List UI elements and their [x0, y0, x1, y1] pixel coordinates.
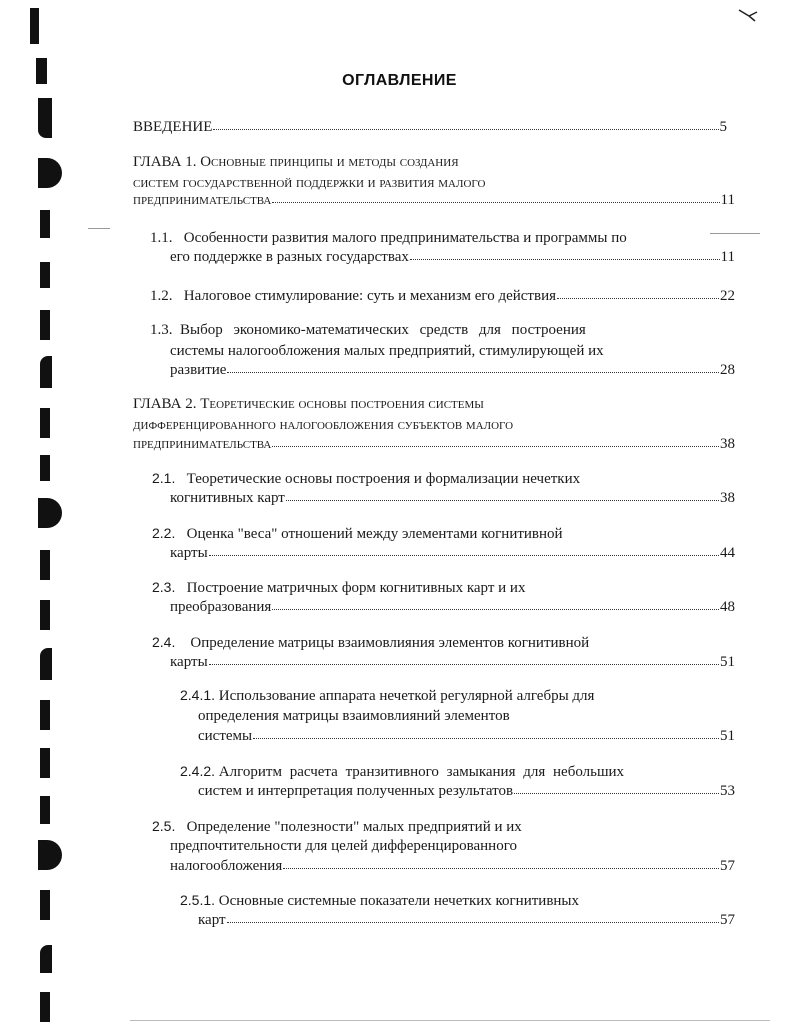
chapter-title: предпринимательства	[133, 192, 272, 208]
section-title: карт	[198, 912, 226, 928]
toc-entry-1-3-line3	[170, 360, 735, 380]
toc-entry-2-1-line2	[170, 488, 735, 508]
section-title: определения матрицы взаимовлияний элементов	[198, 708, 510, 724]
leader-dots	[557, 285, 719, 299]
section-number: 2.3.	[152, 579, 176, 595]
section-number: 1.2.	[150, 288, 173, 304]
toc-entry-2-4-line2	[170, 652, 735, 672]
section-title: Основные системные показатели нечетких когнитивных	[218, 893, 580, 909]
leader-dots	[272, 596, 719, 610]
toc-entry-2-4-1-line3	[198, 726, 735, 746]
toc-entry-intro	[133, 117, 727, 137]
page-number: 51	[720, 728, 735, 744]
leader-dots	[286, 487, 719, 501]
section-title: систем и интерпретация полученных результатов	[198, 783, 514, 799]
section-number: 2.4.	[152, 634, 176, 650]
page-number: 57	[720, 912, 735, 928]
section-title: Теоретические основы построения и формализации нечетких	[186, 471, 581, 487]
toc-entry-2-5-1-line2	[198, 910, 735, 930]
chapter-title: систем государственной поддержки и развития малого	[133, 175, 486, 191]
toc-entry-2-4-1-line2	[198, 706, 735, 726]
section-number: 1.3.	[150, 322, 173, 338]
leader-dots	[253, 725, 719, 739]
section-number: 2.5.1.	[180, 892, 216, 908]
section-title: карты	[170, 654, 208, 670]
toc-entry-2-5-line3	[170, 856, 735, 876]
section-number: 2.4.1.	[180, 687, 216, 703]
section-number: 2.4.2.	[180, 763, 216, 779]
chapter-title: дифференцированного налогообложения субъектов малого	[133, 417, 514, 433]
chapter-label: ГЛАВА 1.	[133, 154, 197, 170]
toc-entry-2-4-line1	[152, 632, 672, 653]
chapter-title: предпринимательства	[133, 436, 272, 452]
section-title: предпочтительности для целей дифференцированного	[170, 838, 517, 854]
leader-dots	[272, 433, 719, 447]
section-title: Алгоритм расчета транзитивного замыкания для небольших	[218, 764, 625, 780]
toc-entry-ch2-line2	[133, 415, 727, 435]
toc-entry-2-4-1-line1	[180, 685, 670, 706]
leader-dots	[283, 855, 719, 869]
toc-entry-2-4-2-line1	[180, 761, 685, 782]
toc-entry-2-4-2-line2	[198, 781, 735, 801]
leader-dots	[410, 246, 720, 260]
page-number: 38	[720, 436, 735, 452]
page-number: 57	[720, 858, 735, 874]
leader-dots	[227, 359, 719, 373]
toc-entry-2-1-line1	[152, 468, 672, 489]
page-number: 11	[720, 249, 735, 265]
chapter-title: Теоретические основы построения системы	[200, 396, 484, 412]
section-number: 2.2.	[152, 525, 176, 541]
section-title: когнитивных карт	[170, 490, 285, 506]
toc-entry-2-5-1-line1	[180, 890, 670, 911]
page-number: 5	[719, 119, 727, 135]
section-title: Построение матричных форм когнитивных карт и их	[186, 580, 526, 596]
section-title: Особенности развития малого предпринимательства и программы по	[183, 230, 627, 246]
leader-dots	[272, 189, 719, 203]
toc-entry-2-5-line2	[170, 836, 735, 856]
toc-entry-2-3-line1	[152, 577, 672, 598]
page-number: 44	[720, 545, 735, 561]
section-title: системы налогообложения малых предприятий, стимулирующей их	[170, 343, 604, 359]
toc-entry-2-5-line1	[152, 816, 672, 837]
section-title: развитие	[170, 362, 227, 378]
section-title: Выбор экономико-математических средств для построения	[180, 322, 586, 338]
section-title: Использование аппарата нечеткой регулярной алгебры для	[218, 688, 595, 704]
toc-entry-1-3-line1	[150, 320, 668, 340]
toc-entry-1-1-line1	[150, 228, 706, 248]
section-title: Определение "полезности" малых предприятий и их	[186, 819, 522, 835]
leader-dots	[514, 780, 719, 794]
page-number: 22	[720, 288, 735, 304]
section-title: карты	[170, 545, 208, 561]
leader-dots	[209, 651, 719, 665]
toc-entry-1-1-line2	[170, 247, 735, 267]
page-title: ОГЛАВЛЕНИЕ	[342, 72, 457, 89]
section-title: налогообложения	[170, 858, 283, 874]
leader-dots	[227, 909, 719, 923]
leader-dots	[213, 116, 718, 130]
toc-entry-2-2-line2	[170, 543, 735, 563]
section-title: преобразования	[170, 599, 272, 615]
toc-entry-2-2-line1	[152, 523, 672, 544]
toc-label: ВВЕДЕНИЕ	[133, 119, 213, 135]
page-number: 11	[720, 192, 735, 208]
section-number: 2.5.	[152, 818, 176, 834]
page-number: 51	[720, 654, 735, 670]
section-title: Оценка "веса" отношений между элементами когнитивной	[186, 526, 563, 542]
page-number: 53	[720, 783, 735, 799]
page-number: 38	[720, 490, 735, 506]
chapter-label: ГЛАВА 2.	[133, 396, 197, 412]
toc-entry-1-3-line2	[170, 341, 735, 361]
section-title: Налоговое стимулирование: суть и механизм его действия	[183, 288, 556, 304]
section-number: 2.1.	[152, 470, 176, 486]
section-title: Определение матрицы взаимовлияния элементов когнитивной	[190, 635, 590, 651]
toc-entry-ch2-line3	[133, 434, 735, 454]
section-title: системы	[198, 728, 253, 744]
toc-entry-ch2-line1	[133, 394, 727, 414]
page-number: 28	[720, 362, 735, 378]
leader-dots	[209, 542, 719, 556]
toc-entry-ch1-line1	[133, 152, 727, 172]
chapter-title: Основные принципы и методы создания	[200, 154, 459, 170]
page-number: 48	[720, 599, 735, 615]
toc-entry-2-3-line2	[170, 597, 735, 617]
section-number: 1.1.	[150, 230, 173, 246]
toc-entry-1-2	[150, 286, 735, 306]
section-title: его поддержке в разных государствах	[170, 249, 409, 265]
toc-entry-ch1-line3	[133, 190, 735, 210]
